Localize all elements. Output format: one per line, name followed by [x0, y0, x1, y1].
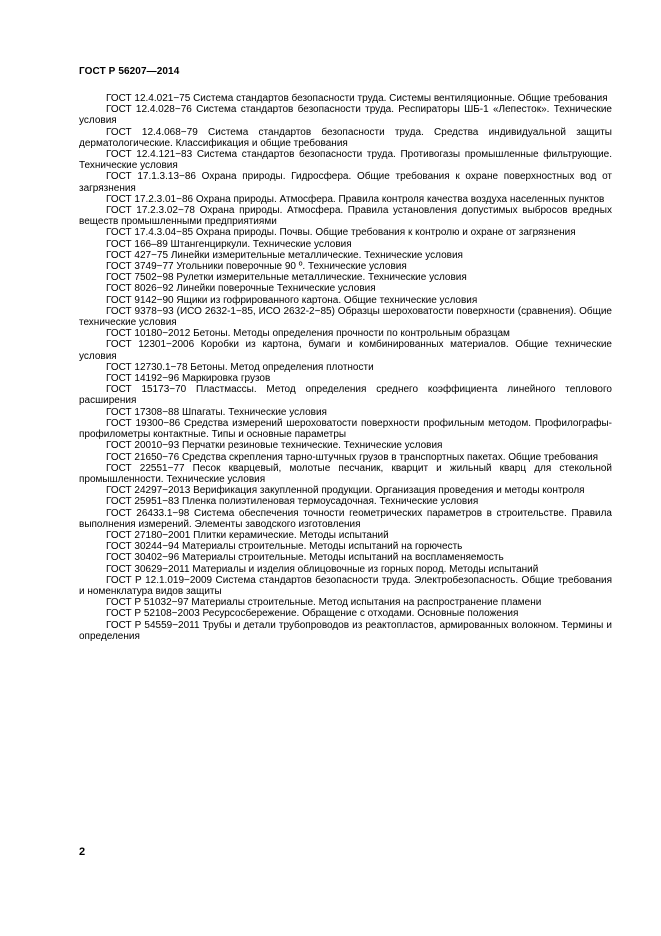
reference-item — [79, 362, 612, 373]
reference-text: ГОСТ 14192−96 Маркировка грузов — [106, 373, 271, 385]
reference-text: ГОСТ 12.4.068−79 Система стандартов безопасности труда. Средства индивидуальной защиты дерматологические. Классификация и общие требования — [79, 126, 612, 149]
reference-text: ГОСТ 12301−2006 Коробки из картона, бумаги и комбинированных материалов. Общие технические условия — [79, 339, 612, 362]
reference-text: ГОСТ 15173−70 Пластмассы. Метод определения среднего коэффициента линейного теплового расширения — [79, 384, 612, 407]
document-header: ГОСТ Р 56207—2014 — [79, 66, 180, 77]
reference-item — [79, 463, 612, 485]
reference-item — [79, 508, 612, 530]
reference-text: ГОСТ 30629−2011 Материалы и изделия облицовочные из горных пород. Методы испытаний — [106, 563, 539, 575]
reference-item — [79, 440, 612, 451]
reference-item — [79, 306, 612, 328]
reference-text: ГОСТ 30244−94 Материалы строительные. Методы испытаний на горючесть — [106, 541, 463, 553]
reference-text: ГОСТ 12.4.028−76 Система стандартов безопасности труда. Респираторы ШБ-1 «Лепесток». Технические условия — [79, 104, 612, 127]
reference-item — [79, 530, 612, 541]
reference-text: ГОСТ 17.4.3.04−85 Охрана природы. Почвы. Общие требования к контролю и охране от загрязнения — [106, 227, 576, 239]
reference-item — [79, 620, 612, 642]
reference-item — [79, 552, 612, 563]
reference-text: ГОСТ 9142−90 Ящики из гофрированного картона. Общие технические условия — [106, 294, 478, 306]
reference-text: ГОСТ 21650−76 Средства скрепления тарно-штучных грузов в транспортных пакетах. Общие требования — [106, 451, 599, 463]
reference-item — [79, 564, 612, 575]
reference-item — [79, 418, 612, 440]
reference-text: ГОСТ Р 12.1.019−2009 Система стандартов безопасности труда. Электробезопасность. Общие требования и номенклатура видов защиты — [79, 574, 612, 597]
reference-text: ГОСТ 17.2.3.02−78 Охрана природы. Атмосфера. Правила установления допустимых выбросов вредных веществ промышленными предприятиями — [79, 205, 612, 228]
reference-text: ГОСТ 166–89 Штангенциркули. Технические условия — [106, 238, 352, 250]
reference-text: ГОСТ 24297−2013 Верификация закупленной продукции. Организация проведения и методы контроля — [106, 485, 585, 497]
reference-text: ГОСТ 8026−92 Линейки поверочные Технические условия — [106, 283, 376, 295]
reference-item — [79, 227, 612, 238]
reference-text: ГОСТ 12.4.121−83 Система стандартов безопасности труда. Противогазы промышленные фильтрующие. Технические условия — [79, 149, 612, 172]
reference-text: ГОСТ Р 52108−2003 Ресурсосбережение. Обращение с отходами. Основные положения — [106, 608, 519, 620]
reference-list — [79, 93, 612, 642]
reference-text: ГОСТ 10180−2012 Бетоны. Методы определения прочности по контрольным образцам — [106, 328, 510, 340]
reference-item — [79, 339, 612, 361]
reference-item — [79, 407, 612, 418]
reference-item — [79, 93, 612, 104]
reference-item — [79, 295, 612, 306]
reference-text: ГОСТ 7502−98 Рулетки измерительные металлические. Технические условия — [106, 272, 467, 284]
reference-text: ГОСТ 12.4.021−75 Система стандартов безопасности труда. Системы вентиляционные. Общие требования — [106, 93, 608, 104]
reference-text: ГОСТ 25951−83 Пленка полиэтиленовая термоусадочная. Технические условия — [106, 496, 479, 508]
reference-item — [79, 575, 612, 597]
reference-item — [79, 283, 612, 294]
reference-item — [79, 608, 612, 619]
reference-item — [79, 485, 612, 496]
reference-text: ГОСТ 19300−86 Средства измерений шероховатости поверхности профильным методом. Профилографы-профилометры контактные. Типы и основные параметры — [79, 417, 612, 441]
reference-item — [79, 104, 612, 126]
page-number: 2 — [79, 846, 86, 858]
reference-item — [79, 239, 612, 250]
reference-item — [79, 261, 612, 272]
reference-text: ГОСТ 27180−2001 Плитки керамические. Методы испытаний — [106, 529, 389, 541]
reference-text: ГОСТ 17308−88 Шпагаты. Технические условия — [106, 406, 327, 418]
reference-item — [79, 328, 612, 339]
reference-item — [79, 373, 612, 384]
reference-text: ГОСТ 17.2.3.01−86 Охрана природы. Атмосфера. Правила контроля качества воздуха населенных пунктов — [106, 193, 605, 205]
reference-item — [79, 149, 612, 171]
reference-item — [79, 597, 612, 608]
reference-text: ГОСТ Р 51032−97 Материалы строительные. Метод испытания на распространение пламени — [106, 597, 542, 609]
reference-item — [79, 384, 612, 406]
reference-text: ГОСТ 20010−93 Перчатки резиновые технические. Технические условия — [106, 440, 443, 452]
reference-text: ГОСТ 12730.1−78 Бетоны. Метод определения плотности — [106, 361, 374, 373]
reference-text: ГОСТ 22551−77 Песок кварцевый, молотые песчаник, кварцит и жильный кварц для стекольной промышленности. Технические условия — [79, 462, 612, 485]
reference-text: ГОСТ 427−75 Линейки измерительные металлические. Технические условия — [106, 249, 463, 261]
reference-item — [79, 205, 612, 227]
reference-item — [79, 452, 612, 463]
reference-text: ГОСТ Р 54559−2011 Трубы и детали трубопроводов из реактопластов, армированных волокном. Термины и определения — [79, 619, 612, 642]
reference-item — [79, 127, 612, 149]
reference-item — [79, 541, 612, 552]
reference-text: ГОСТ 3749−77 Угольники поверочные 90 º. Технические условия — [106, 261, 407, 273]
reference-item — [79, 496, 612, 507]
reference-text: ГОСТ 26433.1−98 Система обеспечения точности геометрических параметров в строительстве. Правила выполнения измерений. Элементы заводского изготовления — [79, 507, 612, 530]
reference-item — [79, 272, 612, 283]
reference-item — [79, 171, 612, 193]
reference-item — [79, 194, 612, 205]
reference-item — [79, 250, 612, 261]
reference-text: ГОСТ 30402−96 Материалы строительные. Методы испытаний на воспламеняемость — [106, 552, 504, 564]
reference-text: ГОСТ 9378−93 (ИСО 2632-1−85, ИСО 2632-2−85) Образцы шероховатости поверхности (сравнения). Общие технические условия — [79, 305, 612, 329]
reference-text: ГОСТ 17.1.3.13−86 Охрана природы. Гидросфера. Общие требования к охране поверхностных вод от загрязнения — [79, 171, 612, 194]
